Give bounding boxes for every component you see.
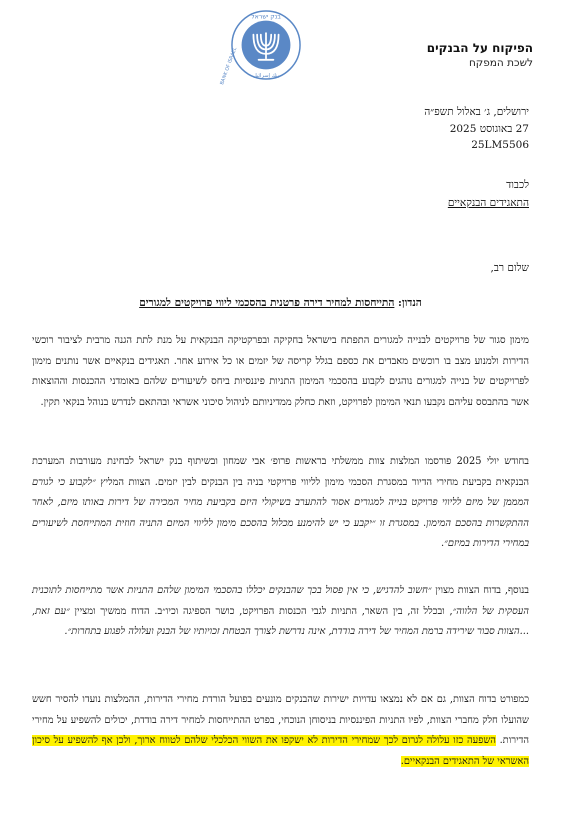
svg-text:BANK OF ISRAEL: BANK OF ISRAEL xyxy=(220,46,239,86)
subject-label: הנדון: xyxy=(398,297,422,309)
reference-number: 25LM5506 xyxy=(471,139,529,151)
addressee-salutation: לכבוד xyxy=(506,179,529,191)
svg-text:بنك إسرائيل: بنك إسرائيل xyxy=(253,72,279,79)
paragraph-3-quote-2: ״עם זאת, ...הצוות סבור שירידה ברמת המחיר של דירה בודדת, אינה נדרשת לצורך הבטחת זכויותיו של הבנק ועלולה לפגוע בתחרות״. xyxy=(32,605,529,637)
subject-line xyxy=(32,297,529,309)
department-subunit: לשכת המפקח xyxy=(468,57,533,69)
hebrew-date: ירושלים, ג׳ באלול תשפ״ה xyxy=(424,106,529,118)
letter-body xyxy=(32,331,529,772)
letter-meta xyxy=(424,104,529,154)
paragraph-2 xyxy=(32,452,529,575)
paragraph-4 xyxy=(32,690,529,772)
department-block xyxy=(427,40,533,71)
paragraph-2-text: בחודש יולי 2025 פורסמו המלצות צוות ממשלתי בראשות פרופ׳ אבי שמחון ובשיתוף בנק ישראל לבחינת מעורבות המערכת הבנקאית בקביעת מחירי הדיור במסגרת הסכמי מימון לליווי פרויקטי בניה בין הבנקים לבין יזמים. הצוות המליץ xyxy=(32,456,529,488)
menorah-seal-icon xyxy=(220,8,303,86)
paragraph-3-text-a: בנוסף, בדוח הצוות מצוין xyxy=(431,585,530,596)
subject-text: התייחסות למחיר דירה פרטנית בהסכמי ליווי פרויקטים למגורים xyxy=(139,297,395,309)
addressee-organization: התאגידים הבנקאיים xyxy=(447,197,529,209)
letterhead xyxy=(28,8,533,88)
paragraph-1: מימון סגור של פרויקטים לבנייה למגורים התפתח בישראל בחקיקה ובפרקטיקה הבנקאית על מנת לתת הגנה מרבית לציבור רוכשי הדירות ולמנוע מצב בו רוכשים מאבדים את כספם בגלל קריסה של יזמים או כל אירוע אחר. תאגידים בנקאיים אשר נותנים מימון לפרויקטים של בנייה למגורים נוהגים לקבוע בהסכמי המימון התניות פיננסיות ביחס לשיעורים שלהם באומדני ההכנסות וההוצאות אשר בהתבסס עליהם נקבעו תנאי המימון לפרויקט, וזאת כחלק ממדיניותם לניהול סיכוני אשראי ובהתאם לנדרש בנוהל בנקאי תקין. xyxy=(32,335,529,408)
paragraph-3 xyxy=(32,581,529,684)
greeting: שלום רב, xyxy=(490,262,529,274)
paragraph-3-text-b: , ובכלל זה, בין השאר, התניות לגבי הכנסות הפרויקט, כושר הספיגה וכיו״ב. הדוח ממשיך ומציין xyxy=(69,605,453,617)
paragraph-4-text: כמפורט בדוח הצוות, גם אם לא נמצאו עדויות ישירות שהבנקים מונעים בפועל הורדת מחירי הדירות, ההמלצות נועדו להסיר חשש שהועלו חלק מחברי הצוות, לפיו התניות הפיננסיות בניסוחן הנוכחי, בפרט ההתייחסות למחיר דירה בודדת, יכולים להשפיע על מחירי הדירות. xyxy=(32,694,529,746)
bank-of-israel-logo xyxy=(220,8,303,86)
paragraph-3-quote-1: ״חשוב להדגיש, כי אין פסול בכך שהבנקים יכללו בהסכמי המימון שלהם התניות אשר מתייחסות לתוכנית העסקית של הלווה״ xyxy=(32,585,529,617)
department-name: הפיקוח על הבנקים xyxy=(426,41,533,55)
addressee-block xyxy=(448,176,529,212)
paragraph-4-highlight: השפעה כזו עלולה לגרום לכך שמחירי הדירות לא ישקפו את השווי הכלכלי שלהם לטווח ארוך, ולכן אף להשפיע על סיכון האשראי של התאגידים הבנקאיים. xyxy=(32,735,529,767)
svg-text:בנק ישראל: בנק ישראל xyxy=(251,13,281,21)
gregorian-date: 27 באוגוסט 2025 xyxy=(449,122,529,135)
paragraph-2-quote: ״לקבוע כי לגורם המממן של מיזם לליווי פרויקט בנייה למגורים אסור להתערב בשיקולי היזם בקביעת מחיר המכירה של דירות באותו מיזם, לאחר ההתקשרות בהסכם המימון. במסגרת זו ״יקבע כי יש להימנע מכלול בהסכם מימון לליווי המיזם התניה חוזית המתייחסת לשיעורים במחירי הדירות במיזם״. xyxy=(32,476,529,549)
